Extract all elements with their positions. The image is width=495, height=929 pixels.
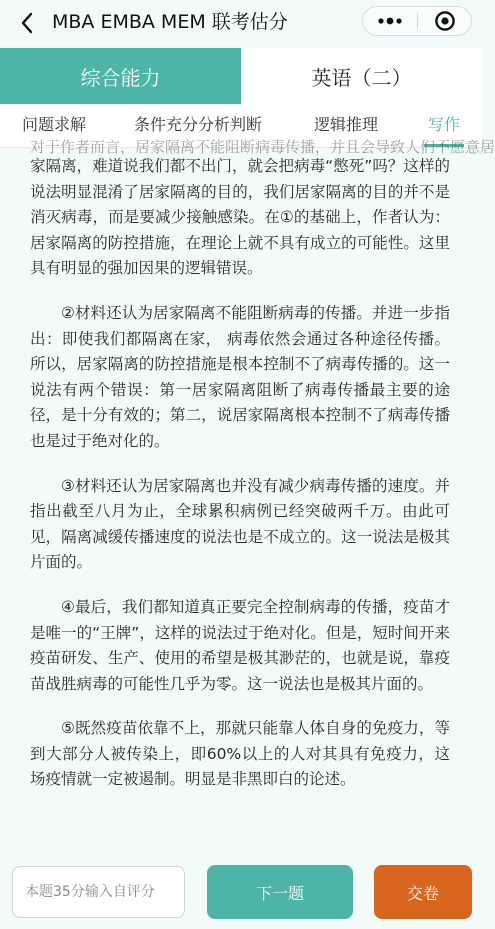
answer-content[interactable] [0,138,495,848]
back-button[interactable] [14,8,40,38]
paragraph: ③材料还认为居家隔离也并没有减少病毒传播的速度。并指出截至八月为止，全球累积病例已经突破两千万。由此可见，隔离减缓传播速度的说法也是不成立的。这一说法是极其片面的。 [30,476,450,572]
top-bar [0,0,482,48]
paragraph: ④最后，我们都知道真正要完全控制病毒的传播，疫苗才是唯一的“王牌”，这样的说法过于绝对化。但是，短时间开来疫苗研发、生产、使用的希望是极其渺茫的，也就是说，靠疫苗战胜病毒的可能性几乎为零。这一说法也是极其片面的。 [30,597,450,693]
tab-english[interactable]: 英语（二） [241,48,482,104]
mini-program-capsule [362,6,472,36]
close-target-icon [434,10,456,32]
close-mini-program-button[interactable] [419,7,471,35]
paragraph: ⑤既然疫苗依靠不上，那就只能靠人体自身的免疫力，等到大部分人被传染上，即60%以上的人对其具有免疫力，这场疫情就一定被遏制。明显是非黑即白的论述。 [30,719,450,789]
subject-tabs [0,48,482,104]
scrolled-partial-line: 对于作者而言，居家隔离不能阻断病毒传播，并且会导致人们不愿意居 [30,138,495,156]
tab-writing[interactable]: 写作 [428,115,461,134]
paragraph: ②材料还认为居家隔离不能阻断病毒的传播。并进一步指出：即使我们都隔离在家， 病毒依然会通过各种途径传播。所以，居家隔离的防控措施是根本控制不了病毒传播的。这一说法有两个错误：第一居家隔离阻断了病毒传播最主要的途径，是十分有效的；第二，说居家隔离根本控制不了病毒传播也是过于绝对化的。 [30,303,450,450]
more-button[interactable] [363,7,417,35]
tab-comprehensive[interactable]: 综合能力 [0,48,241,104]
chevron-left-icon [20,12,34,34]
tab-logic[interactable]: 逻辑推理 [314,115,379,134]
bottom-action-bar [0,848,482,929]
capsule-divider [417,13,418,29]
self-score-input[interactable] [12,866,185,918]
paragraph: 家隔离，难道说我们都不出门，就会把病毒“憋死”吗？这样的说法明显混淆了居家隔离的目的，我们居家隔离的目的并不是消灭病毒，而是要减少接触感染。在①的基础上，作者认为：居家隔离的防控措施，在理论上就不具有成立的可能性。这里具有明显的强加因果的逻辑错误。 [30,157,450,278]
tab-sufficiency[interactable]: 条件充分分析判断 [134,115,263,134]
page-title: MBA EMBA MEM 联考估分 [52,11,288,33]
tab-problem-solving[interactable]: 问题求解 [22,115,87,134]
more-dots-icon [377,17,403,25]
submit-paper-button[interactable]: 交卷 [374,865,472,919]
next-question-button[interactable]: 下一题 [207,865,353,919]
